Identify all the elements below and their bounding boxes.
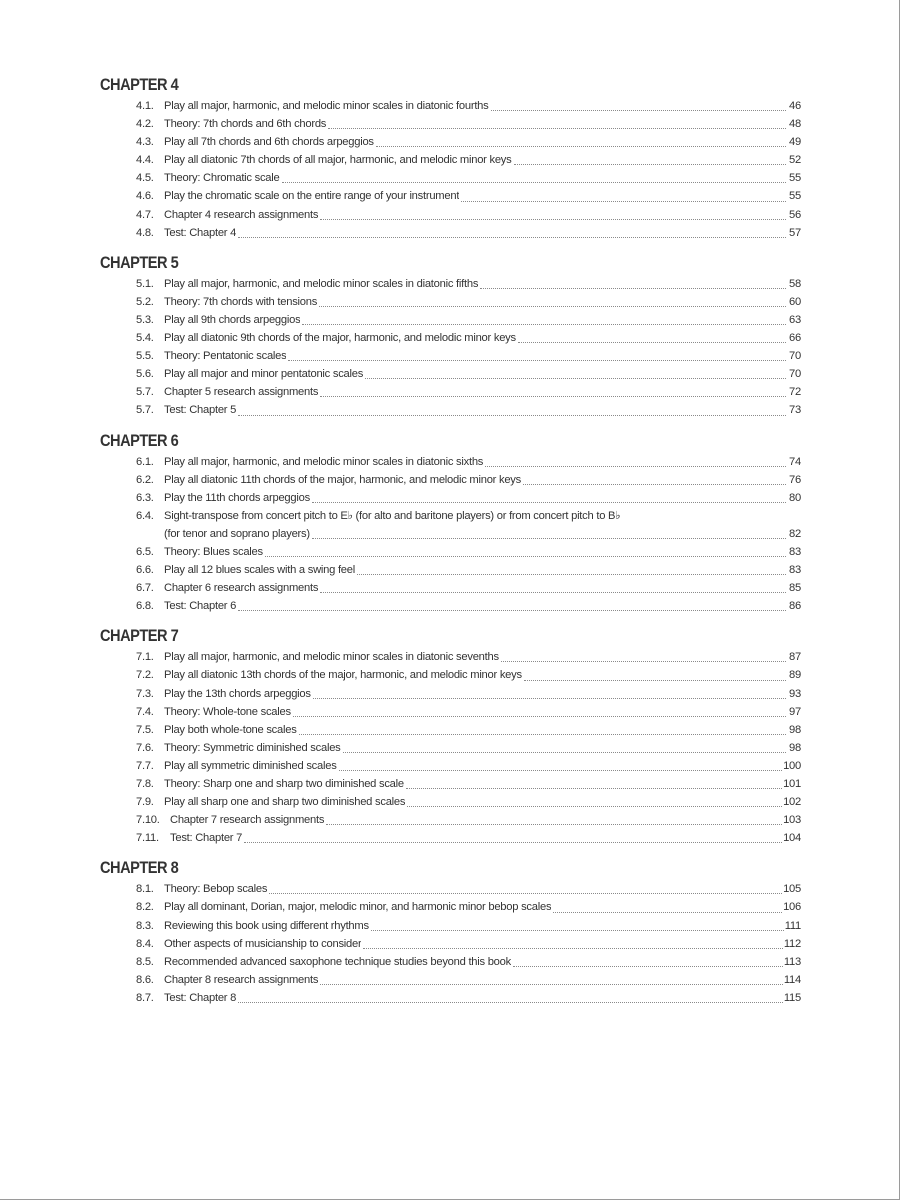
entry-title: Theory: Sharp one and sharp two diminished scale	[164, 778, 404, 790]
toc-entry[interactable]	[100, 507, 801, 525]
entry-number: 5.3.	[136, 313, 154, 326]
entry-title: Play all sharp one and sharp two diminished scales	[164, 796, 406, 809]
leader-dots	[363, 947, 782, 949]
leader-dots	[238, 414, 786, 416]
leader-dots	[407, 805, 782, 807]
leader-dots	[320, 983, 783, 985]
toc-entry[interactable]	[100, 383, 801, 401]
leader-dots	[523, 483, 786, 485]
entry-title: Play all 7th chords and 6th chords arpeggios	[164, 136, 374, 149]
toc-entry[interactable]	[100, 329, 801, 347]
entry-page-number: 80	[789, 491, 801, 504]
entry-page-number: 76	[789, 473, 801, 486]
leader-dots	[406, 787, 782, 789]
entry-number: 7.4.	[136, 705, 154, 718]
entry-number: 6.6.	[136, 564, 154, 577]
entry-page-number: 85	[789, 582, 801, 595]
toc-entry[interactable]	[100, 703, 801, 721]
toc-entry[interactable]	[100, 206, 801, 224]
entry-title: Play all major, harmonic, and melodic minor scales in diatonic sevenths	[164, 651, 499, 664]
leader-dots	[293, 715, 786, 717]
entry-page-number: 57	[789, 226, 801, 239]
entry-page-number: 115	[783, 991, 801, 1004]
entry-number: 8.1.	[136, 883, 154, 896]
leader-dots	[320, 591, 786, 593]
entry-page-number: 100	[783, 759, 801, 772]
toc-entry[interactable]	[100, 169, 801, 187]
entry-number: 7.3.	[136, 687, 154, 700]
leader-dots	[319, 305, 786, 307]
entry-title: Play all major and minor pentatonic scales	[164, 368, 364, 381]
toc-entry[interactable]	[100, 579, 801, 597]
entry-title: Recommended advanced saxophone technique studies beyond this book	[164, 955, 511, 968]
toc-entry[interactable]	[100, 739, 801, 757]
chapter-section	[100, 430, 801, 616]
toc-entry[interactable]	[100, 935, 801, 953]
entry-number: 7.1.	[136, 651, 154, 664]
leader-dots	[491, 109, 787, 111]
entry-title: Theory: Bebop scales	[164, 883, 268, 896]
entry-number: 5.2.	[136, 295, 154, 308]
toc-entry[interactable]	[100, 597, 801, 615]
entry-page-number: 72	[789, 386, 801, 399]
leader-dots	[513, 965, 783, 967]
leader-dots	[376, 145, 786, 147]
entry-number: 5.5.	[136, 350, 154, 363]
entry-page-number: 105	[783, 883, 801, 896]
entry-number: 7.6.	[136, 741, 154, 754]
leader-dots	[238, 1001, 783, 1003]
toc-entry-continuation[interactable]	[100, 525, 801, 543]
entry-page-number: 55	[789, 190, 801, 203]
entry-title: Test: Chapter 6	[164, 600, 237, 613]
entry-page-number: 49	[789, 136, 801, 149]
entry-number: 6.4.	[136, 509, 154, 522]
toc-entry[interactable]	[100, 275, 801, 293]
entry-page-number: 102	[783, 796, 801, 809]
leader-dots	[326, 823, 782, 825]
entry-number: 7.10.	[136, 814, 160, 827]
entry-title: Test: Chapter 8	[164, 991, 237, 1004]
chapter-title: CHAPTER 8	[100, 858, 179, 878]
entry-title: Theory: Pentatonic scales	[164, 350, 287, 363]
chapter-title: CHAPTER 5	[100, 252, 179, 272]
entry-page-number: 89	[789, 669, 801, 682]
entry-title: Play all dominant, Dorian, major, melodic minor, and harmonic minor bebop scales	[164, 901, 552, 914]
chapter-section	[100, 252, 801, 420]
entry-number: 8.4.	[136, 937, 154, 950]
entry-number: 4.6.	[136, 190, 154, 203]
entry-number: 4.7.	[136, 208, 154, 221]
chapter-title: CHAPTER 7	[100, 626, 179, 646]
entry-number: 8.5.	[136, 955, 154, 968]
entry-page-number: 48	[789, 118, 801, 131]
entry-page-number: 82	[789, 527, 801, 540]
leader-dots	[365, 377, 786, 379]
leader-dots	[501, 660, 786, 662]
toc-entry[interactable]	[100, 811, 801, 829]
entry-page-number: 98	[789, 741, 801, 754]
entry-title: Test: Chapter 4	[164, 226, 237, 239]
entry-page-number: 101	[783, 778, 801, 790]
entry-title: Chapter 4 research assignments	[164, 208, 319, 221]
chapter-section	[100, 74, 801, 242]
leader-dots	[265, 555, 786, 557]
toc-entry[interactable]	[100, 187, 801, 205]
leader-dots	[238, 236, 786, 238]
leader-dots	[357, 573, 786, 575]
entry-title: Play the chromatic scale on the entire range of your instrument	[164, 190, 460, 203]
entry-title: Chapter 8 research assignments	[164, 973, 319, 986]
leader-dots	[480, 287, 786, 289]
entry-page-number: 93	[789, 687, 801, 700]
leader-dots	[339, 769, 783, 771]
entry-page-number: 70	[789, 368, 801, 381]
entry-number: 7.2.	[136, 669, 154, 682]
toc-entry[interactable]	[100, 898, 801, 916]
entry-page-number: 58	[789, 277, 801, 290]
entry-number: 5.7.	[136, 404, 154, 417]
entry-page-number: 74	[789, 455, 801, 468]
entry-title: Other aspects of musicianship to consider	[164, 937, 362, 950]
entry-number: 4.1.	[136, 100, 154, 112]
entry-page-number: 114	[783, 973, 801, 986]
toc-entry[interactable]	[100, 489, 801, 507]
toc-entry[interactable]	[100, 471, 801, 489]
leader-dots	[288, 359, 786, 361]
entry-title: Theory: Symmetric diminished scales	[164, 741, 341, 754]
toc-entry[interactable]	[100, 775, 801, 793]
entry-number: 4.2.	[136, 118, 154, 131]
entry-number: 8.3.	[136, 919, 154, 932]
toc-entry[interactable]	[100, 648, 801, 666]
entry-title: Play all major, harmonic, and melodic minor scales in diatonic fourths	[164, 100, 489, 112]
chapter-section	[100, 857, 801, 1007]
entry-page-number: 98	[789, 723, 801, 736]
leader-dots	[312, 537, 786, 539]
toc-entry[interactable]	[100, 757, 801, 775]
leader-dots	[299, 733, 786, 735]
entry-title: Reviewing this book using different rhythms	[164, 919, 369, 932]
entry-title: Test: Chapter 7	[170, 832, 243, 845]
leader-dots	[524, 679, 786, 681]
entry-title: Theory: 7th chords with tensions	[164, 295, 318, 308]
toc-entry[interactable]	[100, 721, 801, 739]
leader-dots	[553, 911, 782, 913]
entry-page-number: 106	[783, 901, 801, 914]
entry-title: Play all diatonic 9th chords of the major, harmonic, and melodic minor keys	[164, 332, 516, 345]
leader-dots	[302, 323, 786, 325]
entry-page-number: 86	[789, 600, 801, 613]
entry-page-number: 52	[789, 154, 801, 167]
leader-dots	[518, 341, 786, 343]
entry-title: Play both whole-tone scales	[164, 723, 297, 736]
entry-page-number: 46	[789, 100, 801, 112]
leader-dots	[313, 697, 786, 699]
entry-number: 7.5.	[136, 723, 154, 736]
entry-page-number: 87	[789, 651, 801, 664]
leader-dots	[371, 929, 784, 931]
entry-page-number: 103	[783, 814, 801, 827]
entry-title: Play all diatonic 13th chords of the major, harmonic, and melodic minor keys	[164, 669, 522, 682]
entry-number: 8.6.	[136, 973, 154, 986]
chapter-title: CHAPTER 4	[100, 75, 179, 94]
entry-page-number: 83	[789, 545, 801, 558]
entry-page-number: 56	[789, 208, 801, 221]
entry-title-continued: (for tenor and soprano players)	[164, 527, 310, 540]
toc-entry[interactable]	[100, 133, 801, 151]
toc-entry[interactable]	[100, 543, 801, 561]
entry-page-number: 111	[784, 919, 801, 932]
toc-entry[interactable]	[100, 401, 801, 419]
toc-entry[interactable]	[100, 347, 801, 365]
entry-title: Theory: 7th chords and 6th chords	[164, 118, 327, 131]
entry-page-number: 113	[783, 955, 801, 968]
entry-title: Theory: Whole-tone scales	[164, 705, 291, 718]
leader-dots	[514, 163, 787, 165]
toc-entry[interactable]	[100, 989, 801, 1007]
toc-entry[interactable]	[100, 151, 801, 169]
entry-title: Play all symmetric diminished scales	[164, 759, 337, 772]
entry-number: 7.11.	[136, 832, 159, 845]
toc-entry[interactable]	[100, 311, 801, 329]
toc-entry[interactable]	[100, 685, 801, 703]
entry-number: 4.8.	[136, 226, 154, 239]
toc-entry[interactable]	[100, 793, 801, 811]
chapter-title: CHAPTER 6	[100, 430, 179, 450]
entry-title: Sight-transpose from concert pitch to E♭ (for alto and baritone players) or from concert pitch to B♭	[164, 509, 621, 522]
entry-page-number: 83	[789, 564, 801, 577]
entry-title: Play all 9th chords arpeggios	[164, 313, 301, 326]
entry-number: 5.1.	[136, 277, 154, 290]
leader-dots	[320, 395, 786, 397]
toc-entry[interactable]	[100, 829, 801, 847]
leader-dots	[312, 501, 786, 503]
entry-number: 5.6.	[136, 368, 154, 381]
entry-title: Theory: Blues scales	[164, 545, 263, 558]
entry-number: 6.2.	[136, 473, 154, 486]
entry-number: 4.4.	[136, 154, 154, 167]
leader-dots	[328, 127, 786, 129]
entry-number: 7.9.	[136, 796, 154, 809]
leader-dots	[269, 892, 782, 894]
leader-dots	[244, 841, 782, 843]
leader-dots	[238, 609, 786, 611]
toc-entry[interactable]	[100, 561, 801, 579]
toc-entry[interactable]	[100, 917, 801, 935]
entry-page-number: 104	[783, 832, 801, 845]
toc-entry[interactable]	[100, 224, 801, 242]
entry-number: 6.7.	[136, 582, 154, 595]
entry-title: Chapter 5 research assignments	[164, 386, 319, 399]
entry-page-number: 55	[789, 172, 801, 185]
entry-title: Play the 11th chords arpeggios	[164, 491, 310, 504]
entry-title: Play all major, harmonic, and melodic minor scales in diatonic fifths	[164, 277, 479, 290]
entry-number: 8.2.	[136, 901, 154, 914]
entry-title: Play all diatonic 7th chords of all major, harmonic, and melodic minor keys	[164, 154, 512, 167]
toc-entry[interactable]	[100, 97, 801, 115]
leader-dots	[461, 200, 786, 202]
chapter-section	[100, 625, 801, 847]
toc-entry[interactable]	[100, 880, 801, 898]
toc-entry[interactable]	[100, 115, 801, 133]
entry-page-number: 70	[789, 350, 801, 363]
entry-number: 7.7.	[136, 759, 154, 772]
entry-page-number: 60	[789, 295, 801, 308]
entry-title: Chapter 6 research assignments	[164, 582, 319, 595]
entry-title: Play all major, harmonic, and melodic minor scales in diatonic sixths	[164, 455, 484, 468]
entry-page-number: 73	[789, 404, 801, 417]
entry-title: Play all diatonic 11th chords of the major, harmonic, and melodic minor keys	[164, 473, 521, 486]
entry-number: 6.5.	[136, 545, 154, 558]
entry-number: 5.7.	[136, 386, 154, 399]
entry-page-number: 112	[783, 937, 801, 950]
leader-dots	[485, 465, 786, 467]
entry-page-number: 97	[789, 705, 801, 718]
entry-title: Theory: Chromatic scale	[164, 172, 280, 185]
toc-entry[interactable]	[100, 971, 801, 989]
entry-title: Play all 12 blues scales with a swing feel	[164, 564, 355, 577]
toc-entry[interactable]	[100, 293, 801, 311]
entry-number: 6.3.	[136, 491, 154, 504]
entry-number: 4.5.	[136, 172, 154, 185]
entry-title: Test: Chapter 5	[164, 404, 237, 417]
entry-number: 5.4.	[136, 332, 154, 345]
entry-number: 8.7.	[136, 991, 154, 1004]
entry-number: 7.8.	[136, 778, 154, 790]
leader-dots	[282, 181, 787, 183]
entry-number: 4.3.	[136, 136, 154, 149]
entry-page-number: 63	[789, 313, 801, 326]
toc-entry[interactable]	[100, 953, 801, 971]
leader-dots	[343, 751, 786, 753]
entry-page-number: 66	[789, 332, 801, 345]
toc-entry[interactable]	[100, 666, 801, 684]
toc-entry[interactable]	[100, 453, 801, 471]
entry-title: Chapter 7 research assignments	[170, 814, 325, 827]
entry-title: Play the 13th chords arpeggios	[164, 687, 311, 700]
entry-number: 6.8.	[136, 600, 154, 613]
toc-entry[interactable]	[100, 365, 801, 383]
leader-dots	[320, 218, 786, 220]
entry-number: 6.1.	[136, 455, 154, 468]
